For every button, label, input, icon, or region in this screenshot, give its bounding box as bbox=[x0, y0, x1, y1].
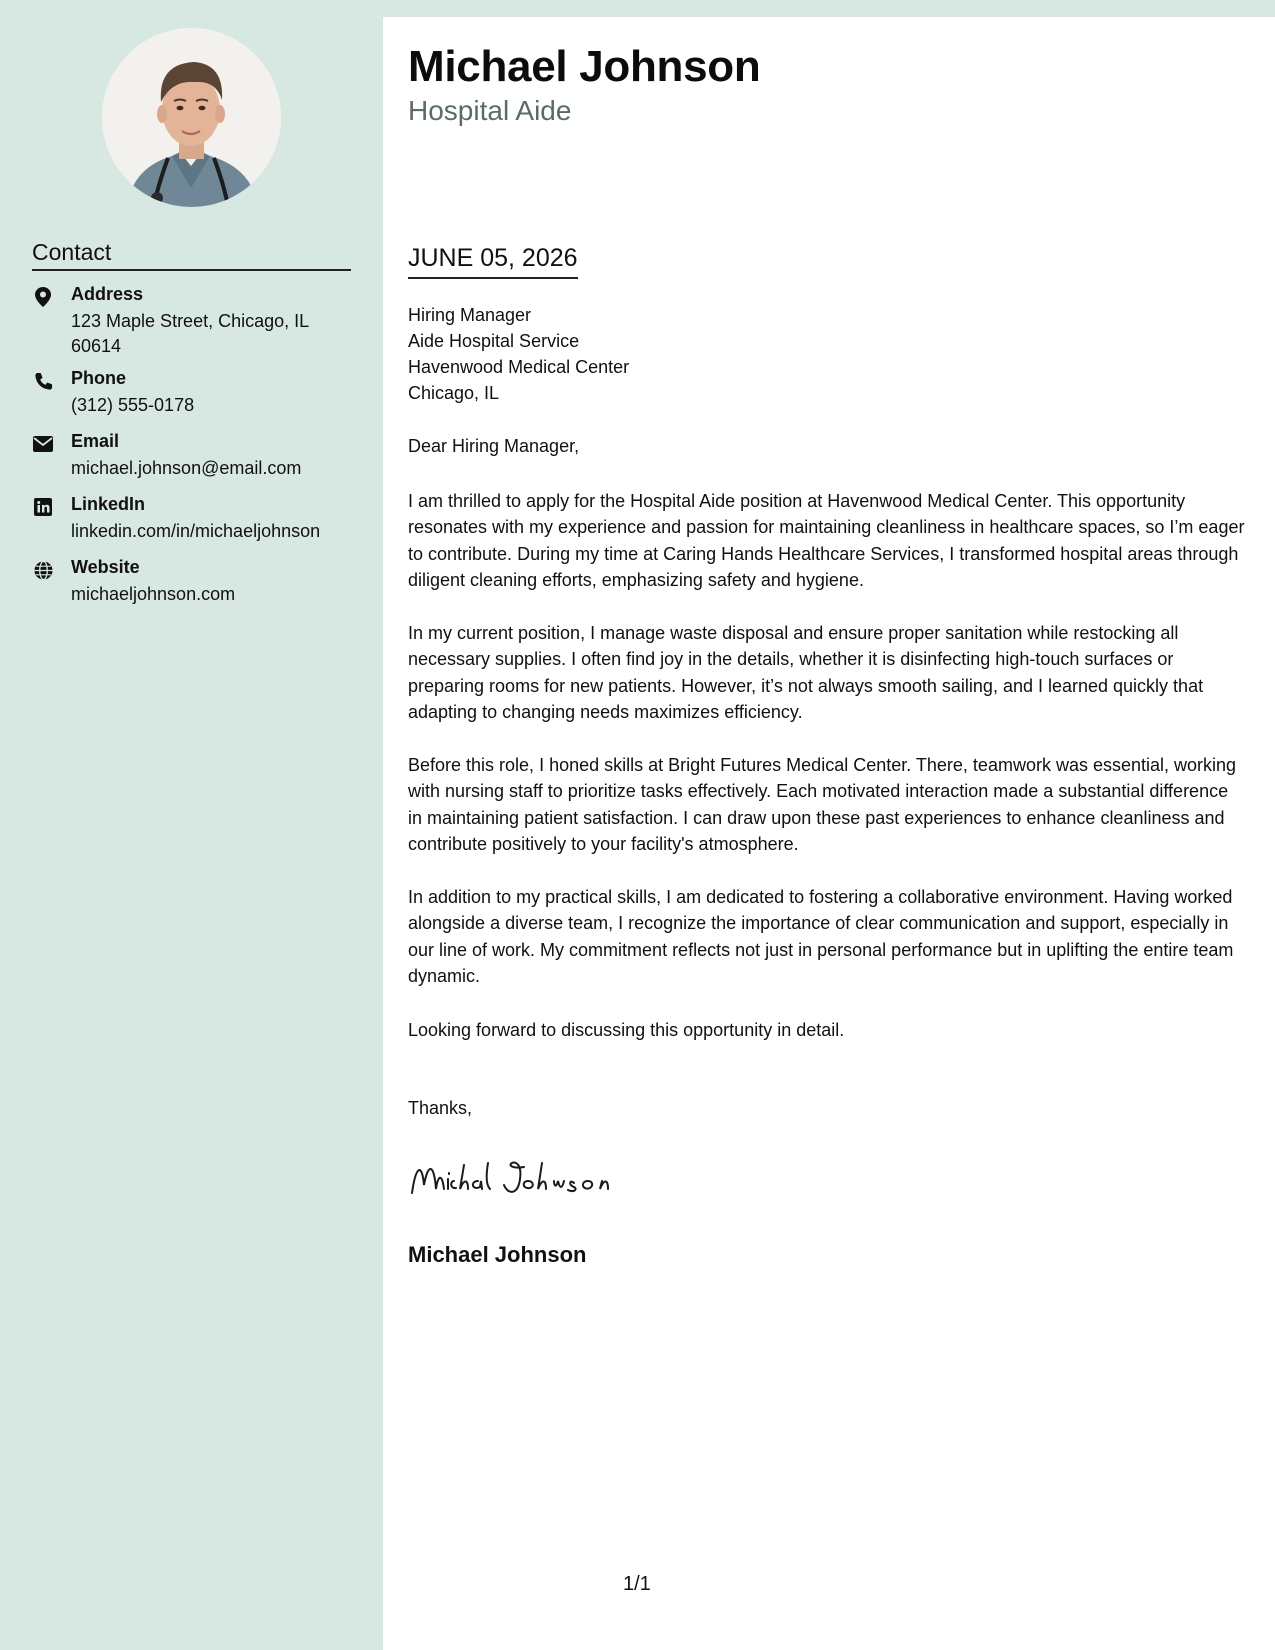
address-value: 123 Maple Street, Chicago, IL 60614 bbox=[71, 311, 309, 356]
contact-heading: Contact bbox=[32, 239, 351, 271]
avatar bbox=[102, 28, 281, 207]
signed-name: Michael Johnson bbox=[408, 1242, 587, 1267]
linkedin-value: linkedin.com/in/michaeljohnson bbox=[71, 521, 321, 541]
applicant-name: Michael Johnson bbox=[408, 42, 761, 91]
recipient-line: Aide Hospital Service bbox=[408, 331, 580, 351]
website-label: Website bbox=[71, 557, 140, 577]
body-paragraph: In my current position, I manage waste disposal and ensure proper sanitation while restocking all necessary supplies. I often find joy in the details, whether it is disinfecting high-touch surfaces or preparing rooms for new patients. However, it’s not always smooth sailing, and I learned quickly that adapting to changing needs maximizes efficiency. bbox=[408, 623, 1204, 723]
body-paragraph: Before this role, I honed skills at Bright Futures Medical Center. There, teamwork was essential, working with nursing staff to prioritize tasks effectively. Each motivated interaction made a substantial difference in maintaining patient satisfaction. I can draw upon these past experiences to enhance cleanliness and contribute positively to your facility's atmosphere. bbox=[408, 755, 1237, 855]
email-value: michael.johnson@email.com bbox=[71, 458, 302, 478]
page-number: 1/1 bbox=[623, 1573, 651, 1595]
linkedin-label: LinkedIn bbox=[71, 494, 146, 514]
recipient-line: Havenwood Medical Center bbox=[408, 357, 630, 377]
body-paragraph: I am thrilled to apply for the Hospital Aide position at Havenwood Medical Center. This opportunity resonates with my experience and passion for maintaining cleanliness in healthcare spaces, so I’m eager to contribute. During my time at Caring Hands Healthcare Services, I transformed hospital areas through diligent cleaning efforts, emphasizing safety and hygiene. bbox=[408, 491, 1245, 591]
phone-icon bbox=[32, 370, 54, 392]
handwritten-signature bbox=[408, 1155, 668, 1203]
linkedin-icon bbox=[32, 496, 54, 518]
applicant-role: Hospital Aide bbox=[408, 95, 572, 126]
phone-label: Phone bbox=[71, 368, 127, 388]
map-pin-icon bbox=[32, 286, 54, 308]
phone-value: (312) 555-0178 bbox=[71, 395, 195, 415]
address-label: Address bbox=[71, 284, 144, 304]
globe-icon bbox=[32, 559, 54, 581]
recipient-line: Chicago, IL bbox=[408, 383, 500, 403]
envelope-icon bbox=[32, 433, 54, 455]
sign-off: Thanks, bbox=[408, 1098, 473, 1118]
website-value: michaeljohnson.com bbox=[71, 584, 236, 604]
recipient-line: Hiring Manager bbox=[408, 305, 532, 325]
body-paragraph: In addition to my practical skills, I am dedicated to fostering a collaborative environment. Having worked alongside a diverse team, I recognize the importance of clear communication and support, especially in our line of work. My commitment reflects not just in personal performance but in uplifting the entire team dynamic. bbox=[408, 887, 1234, 987]
salutation: Dear Hiring Manager, bbox=[408, 436, 580, 456]
email-label: Email bbox=[71, 431, 120, 451]
closing-line: Looking forward to discussing this opportunity in detail. bbox=[408, 1020, 845, 1040]
letter-date: JUNE 05, 2026 bbox=[408, 244, 578, 279]
recipient-block bbox=[408, 302, 629, 406]
portrait-photo bbox=[102, 28, 281, 207]
